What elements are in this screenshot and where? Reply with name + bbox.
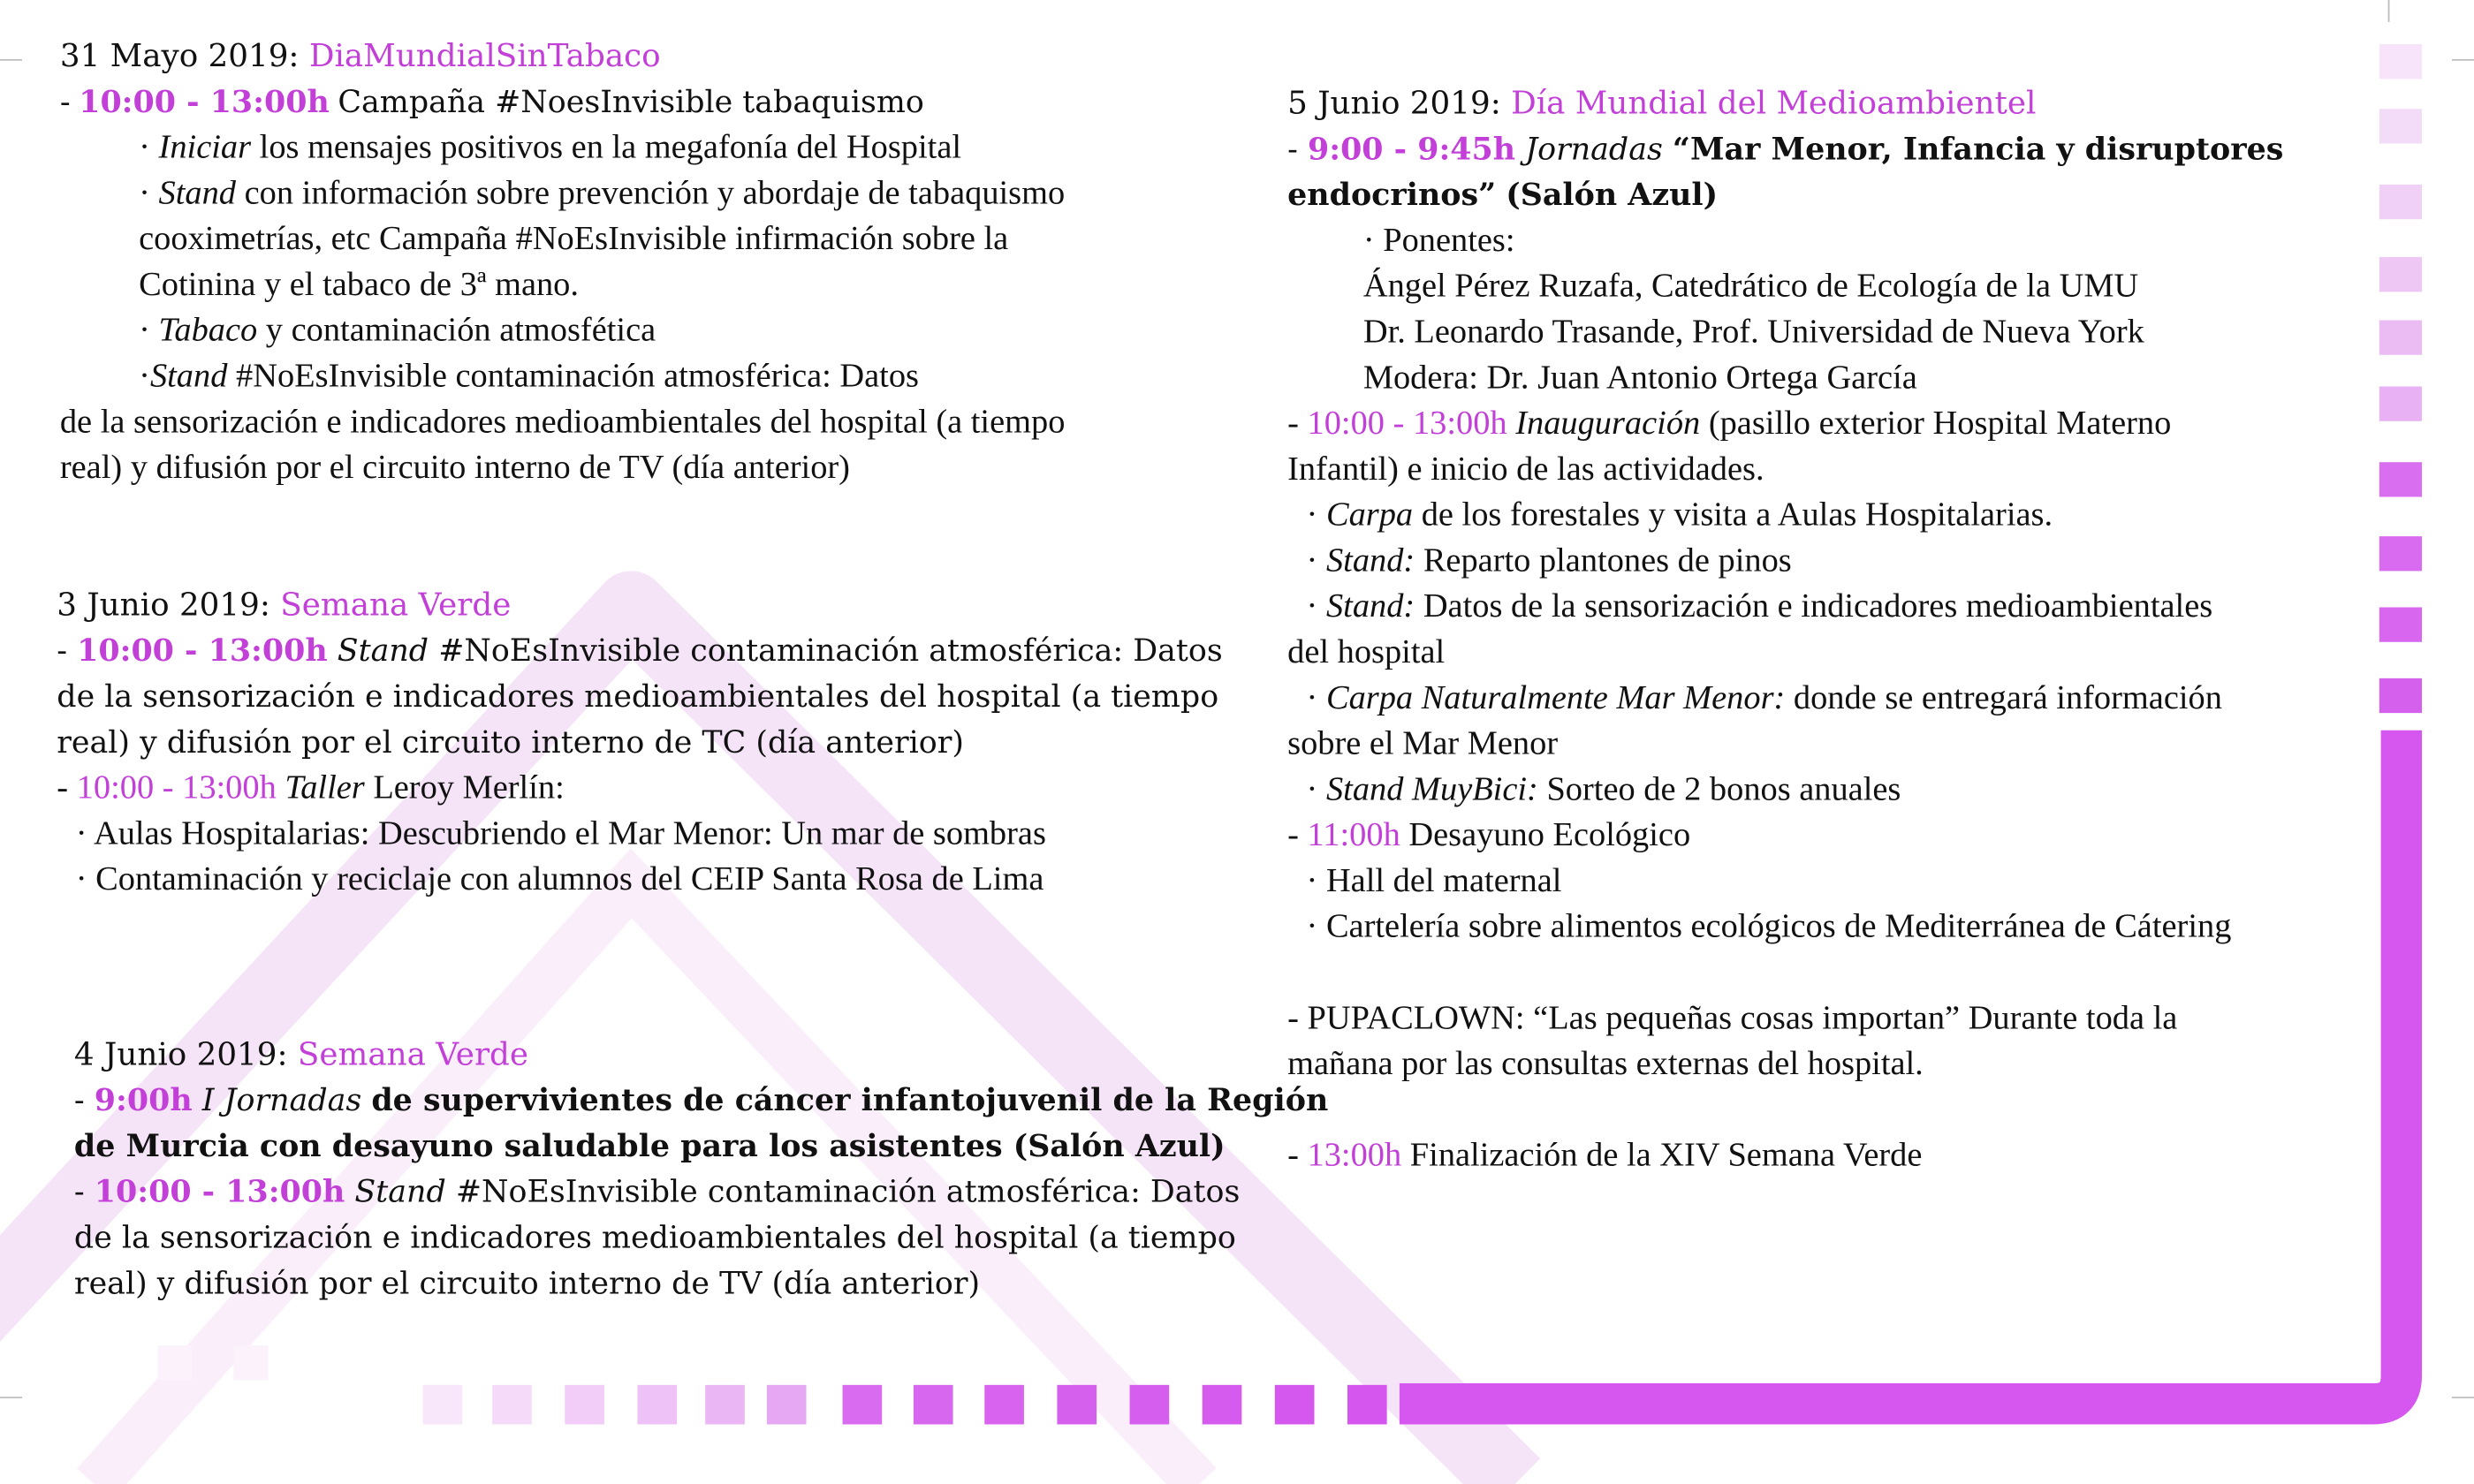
section-date: 31 Mayo 2019: bbox=[59, 36, 300, 74]
bullet-line: · Ponentes: bbox=[1362, 220, 1515, 259]
schedule-line bbox=[1287, 126, 2283, 172]
bullet-line: · Aulas Hospitalarias: Descubriendo el Mar Menor: Un mar de sombras bbox=[75, 814, 1046, 852]
italic-term: I Jornadas bbox=[201, 1081, 362, 1119]
dash: - bbox=[1287, 815, 1299, 854]
bold-text: “Mar Menor, Infancia y disruptores bbox=[1672, 131, 2284, 168]
italic-term: Jornadas bbox=[1525, 131, 1663, 168]
section-event: Día Mundial del Medioambientel bbox=[1511, 83, 2037, 122]
section-31-mayo bbox=[60, 33, 1066, 490]
line-text: de los forestales y visita a Aulas Hospitalarias. bbox=[1421, 495, 2053, 534]
continuation-line: real) y difusión por el circuito interno de TC (día anterior) bbox=[57, 723, 964, 761]
section-event: DiaMundialSinTabaco bbox=[308, 36, 661, 74]
line-text: los mensajes positivos en la megafonía del Hospital bbox=[259, 127, 962, 166]
line-text: con información sobre prevención y abordaje de tabaquismo bbox=[244, 173, 1066, 212]
schedule-line bbox=[1287, 813, 2283, 859]
bullet: · bbox=[139, 127, 150, 166]
time-range: 9:00h bbox=[94, 1081, 193, 1119]
time-range: 9:00 - 9:45h bbox=[1307, 131, 1516, 168]
bullet: · bbox=[1306, 495, 1318, 534]
time-range: 11:00h bbox=[1307, 815, 1400, 854]
section-date: 5 Junio 2019: bbox=[1287, 83, 1501, 122]
dash: - bbox=[59, 83, 71, 120]
line-text: (Salón Azul) bbox=[1506, 176, 1719, 214]
speaker-line: Ángel Pérez Ruzafa, Catedrático de Ecología de la UMU bbox=[1362, 266, 2139, 305]
section-heading bbox=[57, 582, 1222, 628]
line-text: Datos de la sensorización e indicadores medioambientales bbox=[1423, 587, 2213, 625]
section-heading bbox=[60, 33, 1066, 79]
italic-term: Stand bbox=[158, 173, 237, 212]
italic-term: Stand bbox=[354, 1173, 446, 1210]
bullet-line bbox=[60, 125, 1066, 170]
continuation-line: Cotinina y el tabaco de 3ª mano. bbox=[139, 264, 579, 303]
continuation-line: de Murcia con desayuno saludable para los asistentes (Salón Azul) bbox=[73, 1127, 1226, 1164]
italic-term: Taller bbox=[285, 768, 365, 806]
section-date: 3 Junio 2019: bbox=[57, 585, 270, 624]
dash: - bbox=[73, 1173, 85, 1210]
time-range: 10:00 - 13:00h bbox=[76, 768, 277, 806]
section-4-junio bbox=[74, 1032, 1328, 1306]
line-text: (pasillo exterior Hospital Materno bbox=[1708, 404, 2172, 442]
bullet-line: · Hall del maternal bbox=[1306, 860, 1562, 899]
section-3-junio bbox=[57, 582, 1222, 902]
bullet: · bbox=[1306, 587, 1318, 625]
dash: - bbox=[1287, 404, 1299, 442]
bullet-line: · Contaminación y reciclaje con alumnos del CEIP Santa Rosa de Lima bbox=[75, 859, 1044, 898]
time-range: 10:00 - 13:00h bbox=[1307, 404, 1507, 442]
spacer bbox=[1287, 950, 2283, 996]
spacer bbox=[1287, 1086, 2283, 1132]
bullet: · bbox=[1306, 541, 1318, 579]
continuation-line: del hospital bbox=[1287, 632, 1446, 670]
line-text: Desayuno Ecológico bbox=[1408, 815, 1691, 854]
continuation-line: de la sensorización e indicadores medioambientales del hospital (a tiempo bbox=[59, 402, 1066, 441]
bottom-squares bbox=[158, 1345, 1387, 1424]
bullet-line bbox=[1287, 584, 2283, 630]
line-text: Campaña #NoesInvisible tabaquismo bbox=[338, 83, 924, 120]
section-heading bbox=[1287, 80, 2283, 126]
bullet: · bbox=[1306, 769, 1318, 808]
line-text: y contaminación atmosfética bbox=[265, 310, 656, 349]
dash: - bbox=[1287, 131, 1298, 168]
bullet-line bbox=[1287, 675, 2283, 721]
bold-text: endocrinos” bbox=[1287, 176, 1497, 214]
pupaclown-line: - PUPACLOWN: “Las pequeñas cosas importan” Durante toda la bbox=[1287, 998, 2178, 1037]
schedule-line bbox=[57, 628, 1222, 674]
section-heading bbox=[74, 1032, 1328, 1078]
line-text: Reparto plantones de pinos bbox=[1423, 541, 1792, 579]
schedule-line bbox=[60, 79, 1066, 125]
continuation-line: Infantil) e inicio de las actividades. bbox=[1287, 449, 1764, 488]
dash: - bbox=[57, 632, 68, 670]
line-text: #NoEsInvisible contaminación atmosférica: Datos bbox=[236, 356, 920, 395]
bullet-line bbox=[60, 170, 1066, 216]
bullet-line: · Cartelería sobre alimentos ecológicos de Mediterránea de Cátering bbox=[1306, 906, 2232, 945]
italic-term: Stand MuyBici: bbox=[1325, 769, 1538, 808]
italic-term: Stand: bbox=[1325, 541, 1415, 579]
bullet-line bbox=[1287, 492, 2283, 538]
line-text: #NoEsInvisible contaminación atmosférica: Datos bbox=[455, 1173, 1241, 1210]
speaker-line: Dr. Leonardo Trasande, Prof. Universidad de Nueva York bbox=[1362, 312, 2144, 351]
section-5-junio bbox=[1287, 80, 2283, 1178]
italic-term: Stand bbox=[337, 632, 429, 670]
section-event: Semana Verde bbox=[280, 585, 512, 624]
line-text: #NoEsInvisible contaminación atmosférica: Datos bbox=[438, 632, 1223, 670]
line-text: Leroy Merlín: bbox=[373, 768, 565, 806]
line-text: Finalización de la XIV Semana Verde bbox=[1409, 1135, 1923, 1174]
bullet: · bbox=[139, 173, 150, 212]
schedule-line bbox=[1287, 401, 2283, 447]
time-range: 13:00h bbox=[1307, 1135, 1402, 1174]
bullet-line bbox=[60, 353, 1066, 399]
italic-term: Carpa Naturalmente Mar Menor: bbox=[1325, 678, 1786, 716]
italic-term: Iniciar bbox=[158, 127, 252, 166]
bullet-line bbox=[1287, 767, 2283, 813]
time-range: 10:00 - 13:00h bbox=[77, 632, 328, 670]
italic-term: Carpa bbox=[1325, 495, 1414, 534]
time-range: 10:00 - 13:00h bbox=[94, 1173, 345, 1210]
continuation-line: real) y difusión por el circuito interno de TV (día anterior) bbox=[59, 448, 850, 486]
italic-term: Tabaco bbox=[158, 310, 258, 349]
bullet-line bbox=[1287, 538, 2283, 584]
right-squares bbox=[2379, 44, 2422, 713]
italic-term: Inauguración bbox=[1515, 404, 1701, 442]
dash: - bbox=[1287, 1135, 1299, 1174]
line-text: Sorteo de 2 bonos anuales bbox=[1546, 769, 1901, 808]
continuation-line: de la sensorización e indicadores medioambientales del hospital (a tiempo bbox=[73, 1219, 1236, 1256]
bullet: · bbox=[139, 310, 150, 349]
italic-term: Stand: bbox=[1325, 587, 1415, 625]
dash: - bbox=[73, 1081, 85, 1119]
time-range: 10:00 - 13:00h bbox=[79, 83, 330, 120]
continuation-line: sobre el Mar Menor bbox=[1287, 723, 1559, 762]
schedule-line bbox=[74, 1078, 1328, 1124]
bullet-line bbox=[60, 307, 1066, 353]
continuation-line: de la sensorización e indicadores medioambientales del hospital (a tiempo bbox=[57, 678, 1219, 715]
bullet: · bbox=[139, 356, 150, 395]
bullet: · bbox=[1306, 678, 1318, 716]
bold-text: de supervivientes de cáncer infantojuvenil de la Región bbox=[371, 1081, 1329, 1119]
continuation-line: cooximetrías, etc Campaña #NoEsInvisible infirmación sobre la bbox=[139, 219, 1009, 258]
italic-term: Stand bbox=[149, 356, 228, 395]
section-date: 4 Junio 2019: bbox=[73, 1034, 288, 1073]
schedule-line bbox=[74, 1169, 1328, 1215]
section-event: Semana Verde bbox=[297, 1034, 529, 1073]
line-text: donde se entregará información bbox=[1793, 678, 2222, 716]
schedule-line bbox=[57, 765, 1222, 811]
continuation-line: mañana por las consultas externas del hospital. bbox=[1287, 1044, 1924, 1082]
continuation-line: real) y difusión por el circuito interno de TV (día anterior) bbox=[73, 1265, 981, 1302]
schedule-line bbox=[1287, 1132, 2283, 1178]
moderator-line: Modera: Dr. Juan Antonio Ortega García bbox=[1362, 358, 1917, 397]
continuation-line bbox=[1287, 172, 2283, 218]
dash: - bbox=[57, 768, 69, 806]
